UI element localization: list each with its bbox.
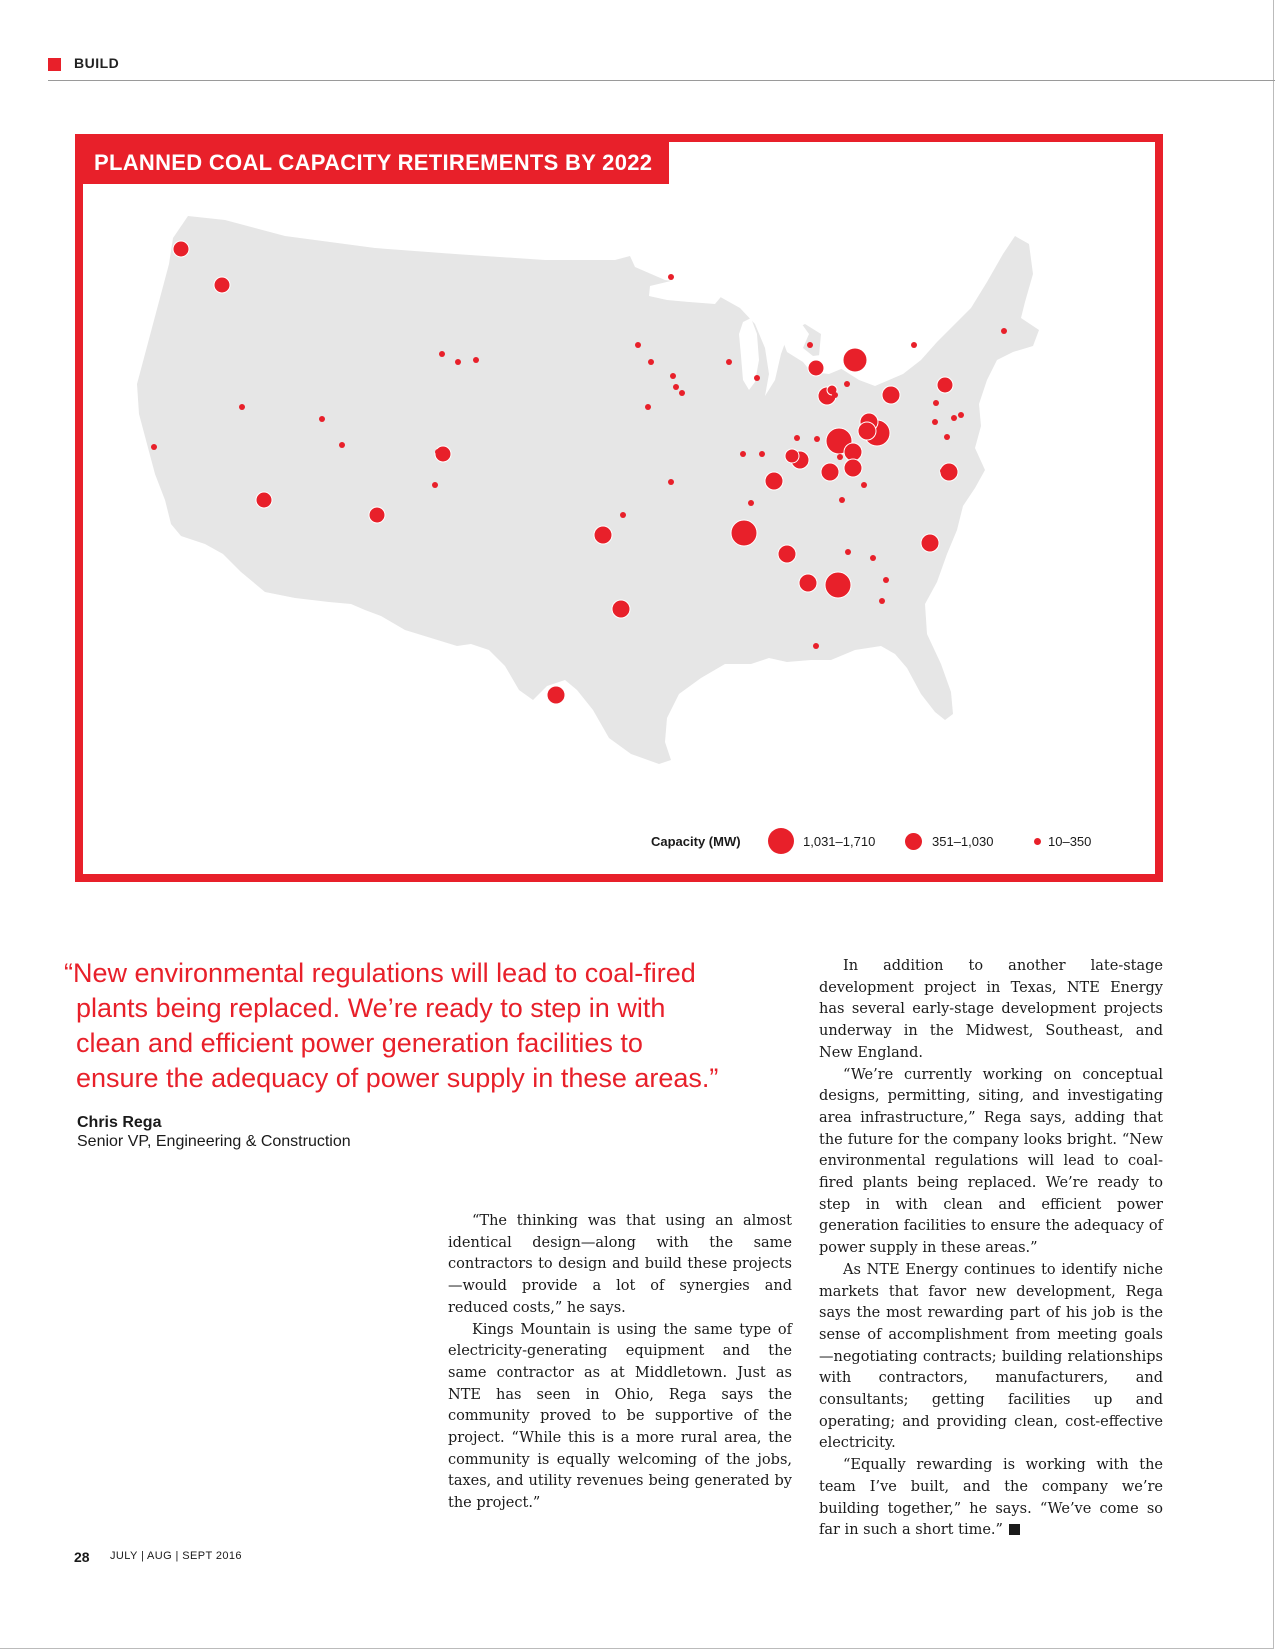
plant-dot <box>668 274 674 280</box>
plant-dot <box>861 482 867 488</box>
plant-dot <box>843 348 867 372</box>
plant-dot <box>740 451 746 457</box>
map-figure <box>75 134 1163 882</box>
plant-dot <box>813 643 819 649</box>
plant-dot <box>844 381 850 387</box>
quote-author-role: Senior VP, Engineering & Construction <box>77 1133 351 1150</box>
legend-dot-large <box>768 828 794 854</box>
plant-dot <box>670 373 676 379</box>
plant-dot <box>173 241 189 257</box>
article-paragraph: Kings Mountain is using the same type of electricity-generating equipment and the same contractor as at Middletown. Just as NTE has seen in Ohio, Rega says the community proved to be supportive of the project. “While this is a more rural area, the community is equally welcoming of the jobs, taxes, and utility revenues being generated by the project.” <box>448 1321 792 1512</box>
page-number: 28 <box>74 1549 90 1565</box>
plant-dot <box>921 534 939 552</box>
plant-dot <box>473 357 479 363</box>
plant-dot <box>880 432 886 438</box>
plant-dot <box>731 520 757 546</box>
plant-dot <box>832 392 838 398</box>
plant-dot <box>620 512 626 518</box>
plant-dot <box>439 351 445 357</box>
plant-dot <box>844 459 862 477</box>
plant-dot <box>645 404 651 410</box>
plant-dot <box>940 468 946 474</box>
plant-dot <box>792 451 798 457</box>
issue-date: JULY | AUG | SEPT 2016 <box>110 1550 242 1562</box>
article-paragraph: As NTE Energy continues to identify niche markets that favor new development, Rega says the most rewarding part of his job is the sense of accomplishment from meeting goals—negotiating contracts; building relationships with contractors, manufacturers, and consultants; getting facilities up and operating; and providing clean, cost-effective electricity. <box>819 1261 1163 1452</box>
plant-dot <box>648 359 654 365</box>
section-label: BUILD <box>74 55 120 71</box>
plant-dot <box>748 500 754 506</box>
plant-dot <box>825 572 851 598</box>
article-paragraph: “The thinking was that using an almost identical design—along with the same contractors to design and build these projects—would provide a lot of synergies and reduced costs,” he says. <box>448 1213 792 1316</box>
pull-quote-line: “New environmental regulations will lead to coal-fired <box>64 958 696 988</box>
end-mark <box>1009 1524 1020 1535</box>
plant-dot <box>911 342 917 348</box>
pull-quote-line: ensure the adequacy of power supply in these areas.” <box>76 1063 719 1093</box>
plant-dot <box>1001 328 1007 334</box>
plant-dot <box>951 415 957 421</box>
legend-title: Capacity (MW) <box>651 834 741 849</box>
plant-dot <box>612 600 630 618</box>
map-title-box <box>83 142 669 184</box>
plant-dot <box>839 497 845 503</box>
plant-dot <box>754 375 760 381</box>
plant-dot <box>814 436 820 442</box>
plant-dot <box>937 377 953 393</box>
plant-dot <box>339 442 345 448</box>
section-marker <box>48 58 61 71</box>
us-map <box>75 134 1163 882</box>
plant-dot <box>958 412 964 418</box>
plant-dot <box>883 577 889 583</box>
plant-dot <box>858 422 876 440</box>
article-paragraph: In addition to another late-stage development project in Texas, NTE Energy has several early-stage development projects underway in the Midwest, Southeast, and New England. <box>819 958 1163 1061</box>
plant-dot <box>679 390 685 396</box>
pull-quote <box>64 956 804 1096</box>
legend-label-small: 10–350 <box>1048 834 1092 849</box>
plant-dot <box>432 482 438 488</box>
plant-dot <box>844 443 862 461</box>
legend-label-medium: 351–1,030 <box>932 834 994 849</box>
plant-dot <box>807 342 813 348</box>
legend-label-large: 1,031–1,710 <box>803 834 876 849</box>
quote-author-name: Chris Rega <box>77 1114 162 1131</box>
plant-dot <box>726 359 732 365</box>
plant-dot <box>932 419 938 425</box>
article-column-right <box>819 956 1163 1542</box>
plant-dot <box>944 434 950 440</box>
plant-dot <box>765 472 783 490</box>
plant-dot <box>794 435 800 441</box>
plant-dot <box>239 404 245 410</box>
plant-dot <box>799 574 817 592</box>
plant-dot <box>214 277 230 293</box>
plant-dot <box>635 342 641 348</box>
header-rule <box>48 80 1275 81</box>
plant-dot <box>256 492 272 508</box>
plant-dot <box>594 526 612 544</box>
article-column-middle <box>448 1211 792 1515</box>
plant-dot <box>808 360 824 376</box>
plant-dot <box>151 444 157 450</box>
map-title: PLANNED COAL CAPACITY RETIREMENTS BY 2022 <box>94 150 653 175</box>
legend-dot-medium <box>905 833 922 850</box>
plant-dot <box>837 454 843 460</box>
plant-dot <box>870 555 876 561</box>
pull-quote-line: clean and efficient power generation facilities to <box>76 1028 643 1058</box>
pull-quote-line: plants being replaced. We’re ready to step in with <box>76 993 666 1023</box>
plant-dot <box>668 479 674 485</box>
plant-dot <box>821 463 839 481</box>
article-paragraph: “We’re currently working on conceptual designs, permitting, siting, and investigating area infrastructure,” Rega says, adding that the future for the company looks bright. “New environmental regulations will lead to coal-fired plants being replaced. We’re ready to step in with clean and efficient power generation facilities to ensure the adequacy of power supply in these areas.” <box>819 1066 1163 1257</box>
plant-dot <box>879 598 885 604</box>
plant-dot <box>759 451 765 457</box>
plant-dot <box>933 400 939 406</box>
plant-dot <box>778 545 796 563</box>
plant-dot <box>455 359 461 365</box>
article-paragraph: “Equally rewarding is working with the team I’ve built, and the company we’re building together,” he says. “We’ve come so far in such a short time.” <box>819 1457 1163 1539</box>
plant-dot <box>845 549 851 555</box>
plant-dot <box>882 386 900 404</box>
plant-dot <box>673 384 679 390</box>
us-landmass <box>137 216 1039 764</box>
plant-dot <box>319 416 325 422</box>
legend-dot-small <box>1034 838 1041 845</box>
plant-dot <box>435 449 441 455</box>
plant-dot <box>369 507 385 523</box>
plant-dot <box>547 686 565 704</box>
